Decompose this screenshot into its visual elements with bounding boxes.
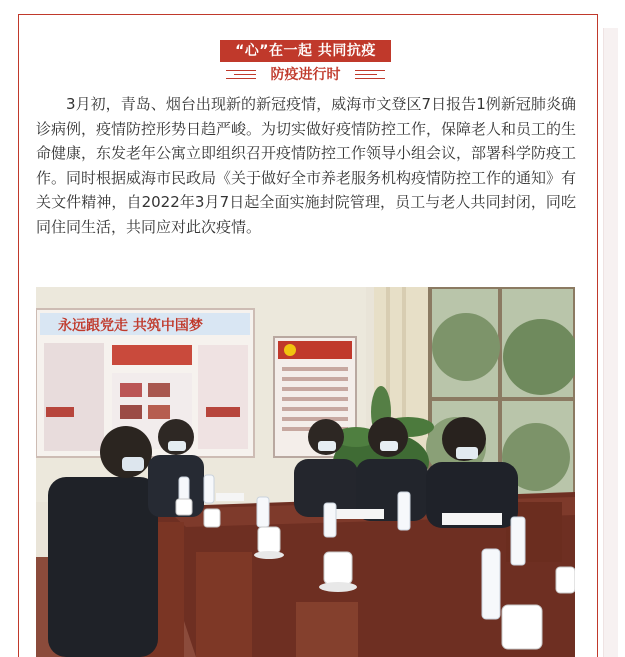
right-divider-decoration [355, 70, 385, 80]
section-subtitle [220, 64, 391, 86]
chair [296, 602, 358, 657]
article-paragraph: 3月初，青岛、烟台出现新的新冠疫情，威海市文登区7日报告1例新冠肺炎确诊病例，疫情防控形势日趋严峻。为切实做好疫情防控工作，保障老人和员工的生命健康，东发老年公寓立即组织召开疫情防控工作领导小组会议，部署科学防疫工作。同时根据威海市民政局《关于做好全市养老服务机构疫情防控工作的通知》有关文件精神，自2022年3月7日起全面实施封院管理，员工与老人共同封闭，同吃同住同生活，共同应对此次疫情。 [36, 95, 577, 236]
subtitle-text: 防疫进行时 [270, 67, 341, 83]
slogan-banner: “心”在一起 共同抗疫 [220, 40, 391, 62]
page-edge-strip [603, 28, 618, 657]
meeting-photo [36, 287, 575, 657]
bulletin-banner-text: 永远跟党走 共筑中国梦 [58, 318, 203, 334]
chair [196, 552, 252, 657]
left-divider-decoration [226, 70, 256, 80]
